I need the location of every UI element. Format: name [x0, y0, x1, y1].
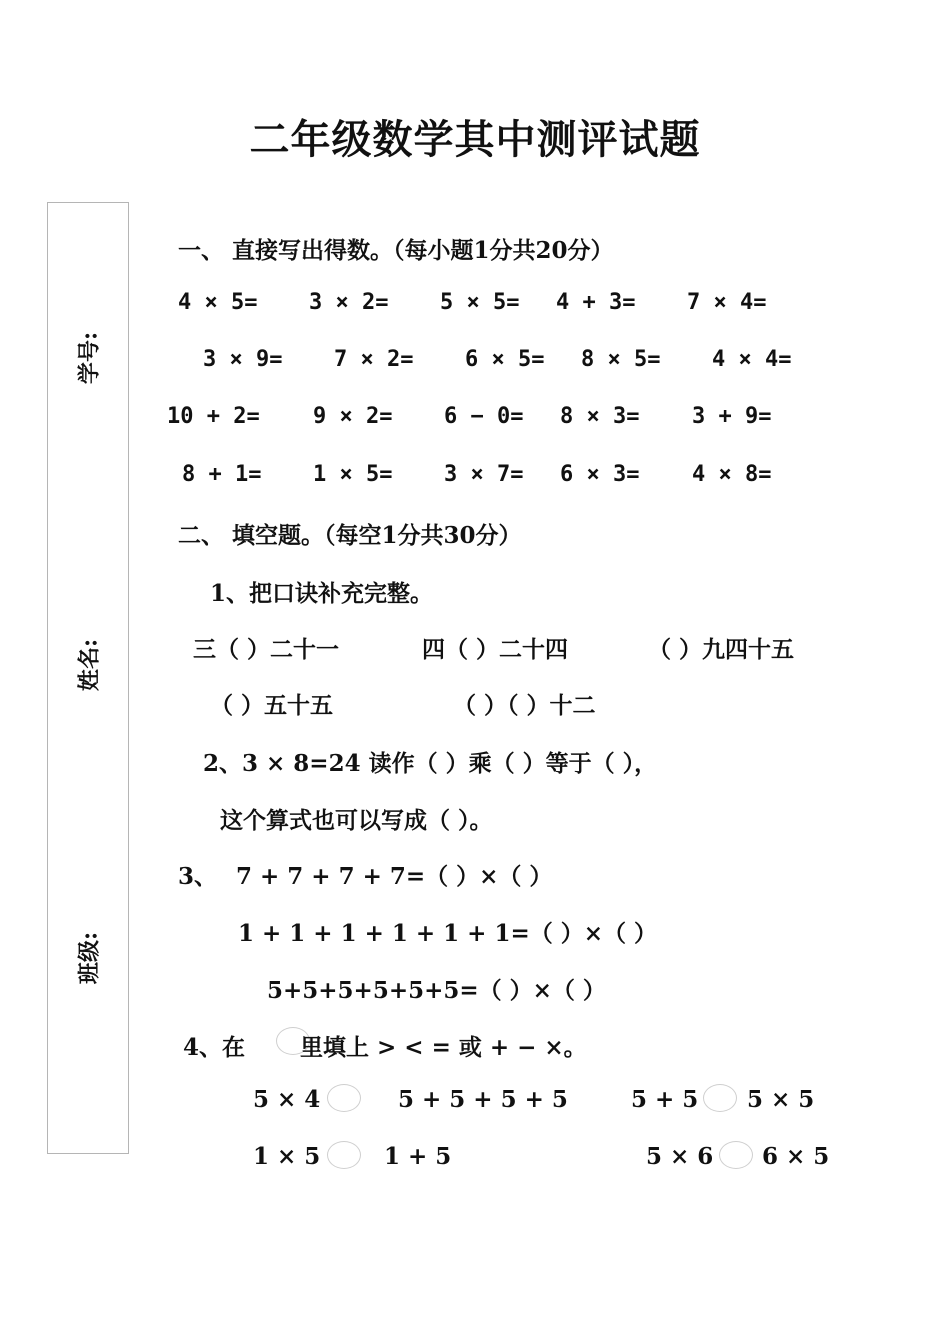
equation: 7 × 4=	[687, 290, 767, 315]
repeated-addition-line: 5+5+5+5+5+5=（ ）×（ ）	[267, 977, 606, 1004]
equation: 10 + 2=	[167, 404, 260, 429]
compare-right: 6 × 5	[762, 1143, 830, 1170]
compare-left: 5 + 5	[631, 1086, 699, 1113]
equation: 4 × 4=	[712, 347, 792, 372]
equation: 6 − 0=	[444, 404, 524, 429]
multiplication-rhyme-blank: （ ）九四十五	[648, 636, 795, 663]
repeated-addition-line: 7 + 7 + 7 + 7=（ ）×（ ）	[236, 863, 553, 890]
equation: 4 × 5=	[178, 290, 258, 315]
question-4-prefix: 4、在	[183, 1034, 246, 1061]
compare-left: 1 × 5	[253, 1143, 321, 1170]
compare-right: 5 + 5 + 5 + 5	[398, 1086, 568, 1113]
equation: 4 + 3=	[556, 290, 636, 315]
equation: 1 × 5=	[313, 462, 393, 487]
page-title: 二年级数学其中测评试题	[249, 116, 701, 163]
compare-left: 5 × 6	[646, 1143, 714, 1170]
class-label: 班级:	[76, 931, 103, 985]
student-number-label: 学号:	[76, 331, 103, 385]
equation: 9 × 2=	[313, 404, 393, 429]
multiplication-rhyme-blank: （ ）五十五	[210, 692, 334, 719]
compare-left: 5 × 4	[253, 1086, 321, 1113]
answer-circle[interactable]	[719, 1141, 753, 1169]
answer-circle[interactable]	[327, 1141, 361, 1169]
answer-circle[interactable]	[703, 1084, 737, 1112]
student-info-box	[47, 202, 129, 1154]
equation: 3 × 9=	[203, 347, 283, 372]
multiplication-rhyme-blank: （ ）（ ）十二	[453, 692, 596, 719]
equation: 5 × 5=	[440, 290, 520, 315]
equation: 8 × 5=	[581, 347, 661, 372]
repeated-addition-line: 1 + 1 + 1 + 1 + 1 + 1=（ ）×（ ）	[238, 920, 658, 947]
question-1-label: 1、把口诀补充完整。	[210, 580, 434, 607]
multiplication-rhyme-blank: 四（ ）二十四	[422, 636, 569, 663]
equation: 3 × 2=	[309, 290, 389, 315]
equation: 7 × 2=	[334, 347, 414, 372]
question-3-label: 3、	[178, 863, 218, 890]
equation: 6 × 3=	[560, 462, 640, 487]
compare-right: 1 + 5	[384, 1143, 452, 1170]
question-2-line-2: 这个算式也可以写成（ ）。	[220, 807, 493, 834]
equation: 4 × 8=	[692, 462, 772, 487]
compare-right: 5 × 5	[747, 1086, 815, 1113]
answer-circle[interactable]	[327, 1084, 361, 1112]
section-2-heading: 二、 填空题。（每空1分共30分）	[178, 522, 522, 549]
multiplication-rhyme-blank: 三（ ）二十一	[193, 636, 340, 663]
question-4-instruction: 里填上 > < = 或 + − ×。	[300, 1034, 587, 1061]
equation: 8 × 3=	[560, 404, 640, 429]
equation: 3 + 9=	[692, 404, 772, 429]
student-name-label: 姓名:	[76, 638, 103, 692]
equation: 3 × 7=	[444, 462, 524, 487]
equation: 8 + 1=	[182, 462, 262, 487]
question-2-line-1: 2、3 × 8=24 读作（ ）乘（ ）等于（ ），	[203, 750, 658, 777]
equation: 6 × 5=	[465, 347, 545, 372]
section-1-heading: 一、 直接写出得数。（每小题1分共20分）	[178, 237, 614, 264]
